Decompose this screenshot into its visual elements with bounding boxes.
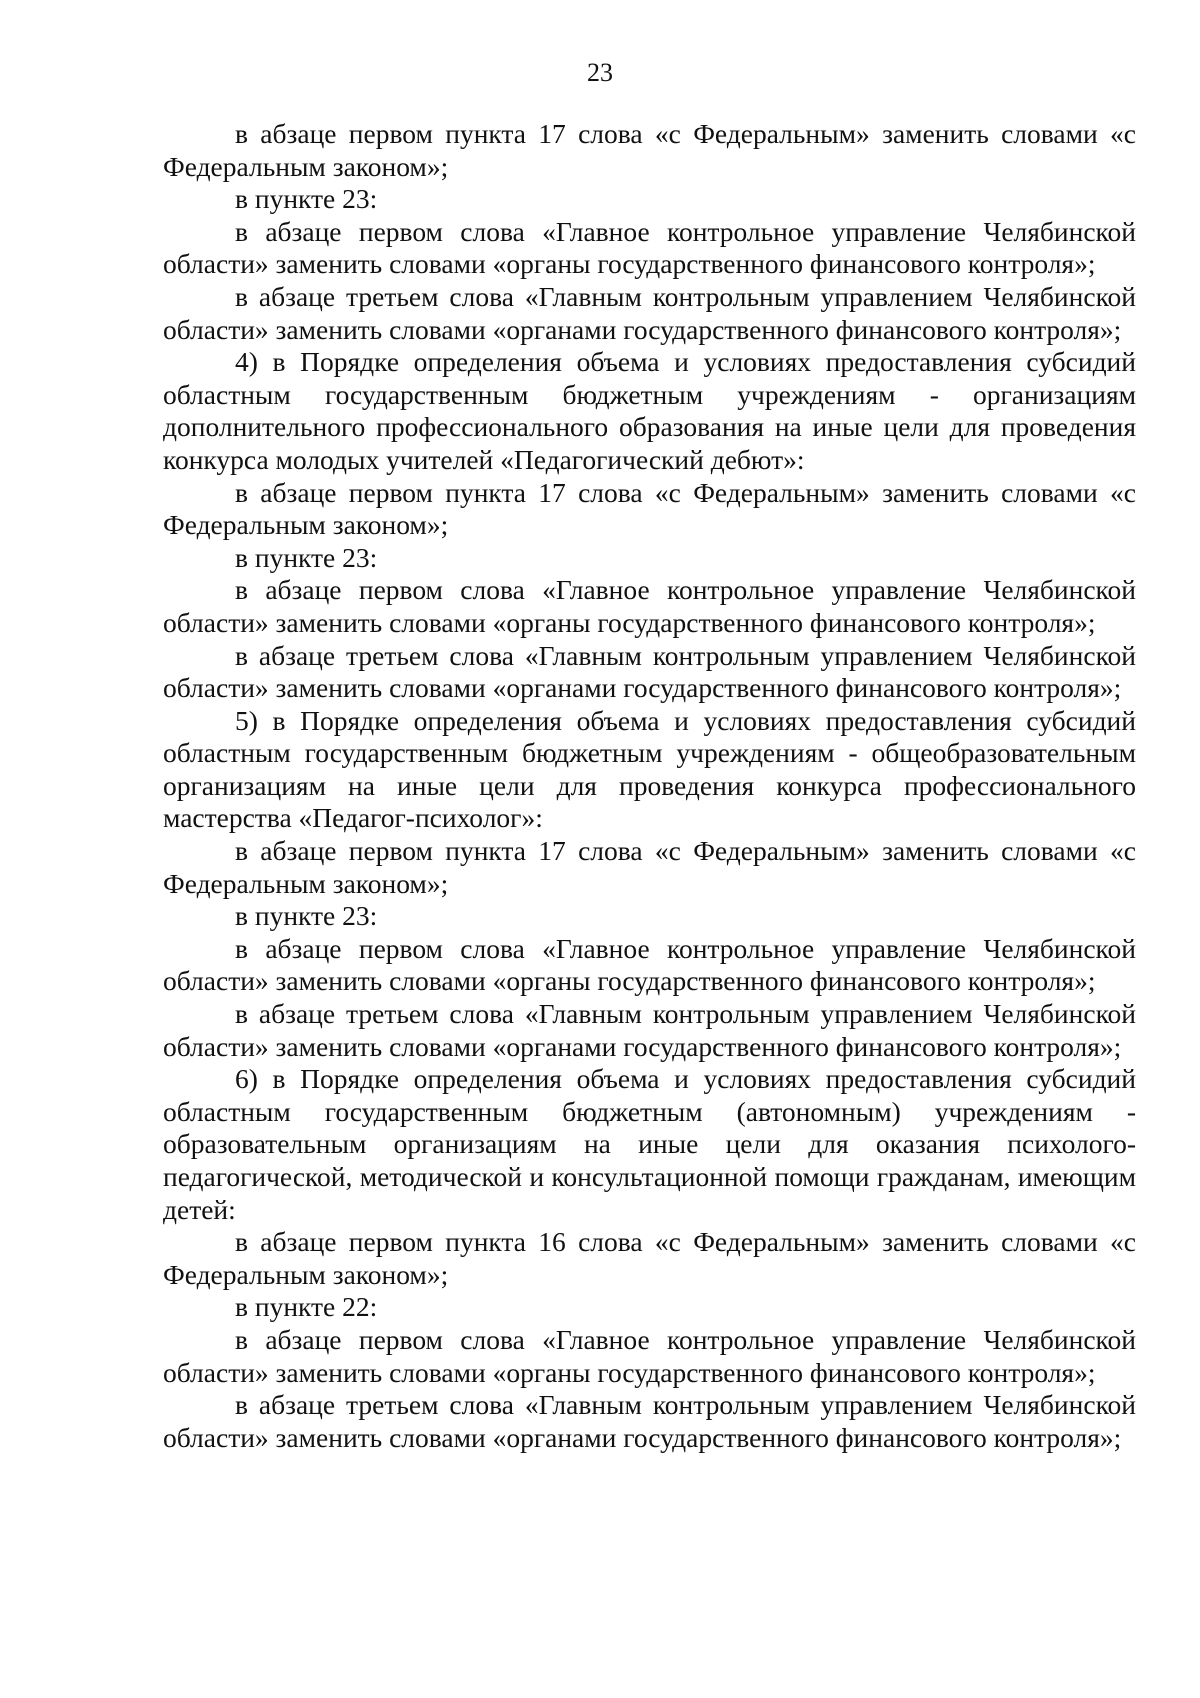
page-number: 23 <box>587 58 613 87</box>
paragraph: в абзаце третьем слова «Главным контрольным управлением Челябинской области» заменить словами «органами государственного финансового контроля»; <box>163 998 1136 1062</box>
paragraph: в пункте 23: <box>235 900 378 932</box>
paragraph: в абзаце первом пункта 17 слова «с Федеральным» заменить словами «с Федеральным законом»; <box>163 118 1136 182</box>
paragraph: в абзаце первом пункта 17 слова «с Федеральным» заменить словами «с Федеральным законом»; <box>163 835 1136 899</box>
paragraph: в пункте 23: <box>235 183 378 215</box>
paragraph: 5) в Порядке определения объема и условиях предоставления субсидий областным государственным бюджетным учреждениям - общеобразовательным организациям на иные цели для проведения конкурса профессионального мастерства «Педагог-психолог»: <box>163 704 1136 834</box>
paragraph: в абзаце первом пункта 17 слова «с Федеральным» заменить словами «с Федеральным законом»; <box>163 476 1136 541</box>
paragraph: 6) в Порядке определения объема и условиях предоставления субсидий областным государственным бюджетным (автономным) учреждениям - образовательным организациям на иные цели для оказания психолого-педагогической, методической и консультационной помощи гражданам, имеющим детей: <box>163 1063 1136 1225</box>
paragraph: в пункте 23: <box>235 541 378 573</box>
paragraph: в абзаце первом слова «Главное контрольное управление Челябинской области» заменить словами «органы государственного финансового контроля»; <box>163 574 1136 638</box>
paragraph: в абзаце первом слова «Главное контрольное управление Челябинской области» заменить словами «органы государственного финансового контроля»; <box>163 1323 1136 1388</box>
paragraph: в абзаце первом слова «Главное контрольное управление Челябинской области» заменить словами «органы государственного финансового контроля»; <box>163 932 1136 997</box>
paragraph: в абзаце третьем слова «Главным контрольным управлением Челябинской области» заменить словами «органами государственного финансового контроля»; <box>163 1389 1136 1453</box>
paragraph: в пункте 22: <box>235 1291 378 1323</box>
paragraph: в абзаце третьем слова «Главным контрольным управлением Челябинской области» заменить словами «органами государственного финансового контроля»; <box>163 280 1136 345</box>
document-body <box>163 118 1136 1454</box>
paragraph: в абзаце третьем слова «Главным контрольным управлением Челябинской области» заменить словами «органами государственного финансового контроля»; <box>163 639 1136 704</box>
paragraph: 4) в Порядке определения объема и условиях предоставления субсидий областным государственным бюджетным учреждениям - организациям дополнительного профессионального образования на иные цели для проведения конкурса молодых учителей «Педагогический дебют»: <box>163 346 1136 475</box>
paragraph: в абзаце первом слова «Главное контрольное управление Челябинской области» заменить словами «органы государственного финансового контроля»; <box>163 215 1136 280</box>
paragraph: в абзаце первом пункта 16 слова «с Федеральным» заменить словами «с Федеральным законом»; <box>163 1226 1136 1290</box>
